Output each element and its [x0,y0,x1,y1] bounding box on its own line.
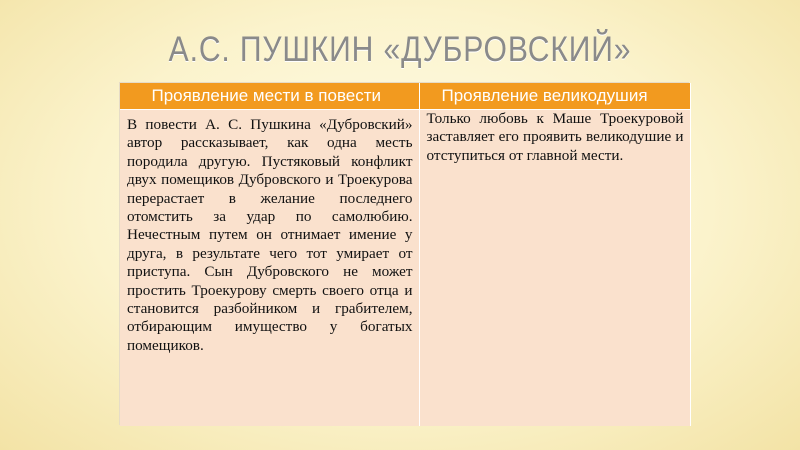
comparison-table [119,82,689,425]
column-header-revenge: Проявление мести в повести [120,83,419,110]
column-header-magnanimity: Проявление великодушия [419,83,690,110]
cell-magnanimity-text: Только любовь к Маше Троекуровой заставляет его проявить великодушие и отступиться от главной мести. [419,110,690,427]
table [120,83,691,426]
table-header-row [120,83,690,110]
table-row [120,110,690,427]
slide-title: А.С. ПУШКИН «ДУБРОВСКИЙ» [168,30,632,69]
cell-revenge-text: В повести А. С. Пушкина «Дубровский» автор рассказывает, как одна месть породила другую. Пустяковый конфликт двух помещиков Дубровского и Троекурова перерастает в желание последнего отомстить за удар по самолюбию. Нечестным путем он отнимает имение у друга, в результате чего тот умирает от приступа. Сын Дубровского не может простить Троекурову смерть своего отца и становится разбойником и грабителем, отбирающим имущество у богатых помещиков. [120,110,419,427]
